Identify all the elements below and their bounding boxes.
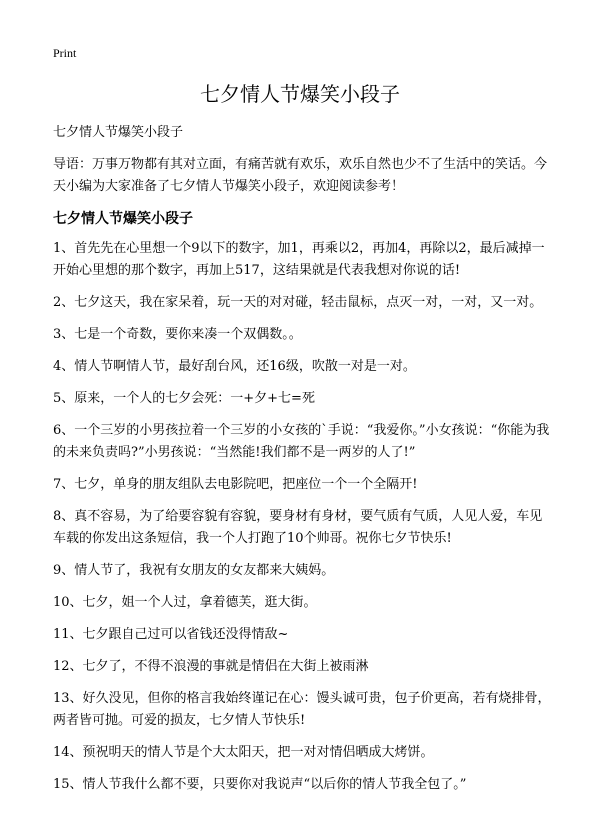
list-item: 4、情人节啊情人节，最好刮台风，还16级，吹散一对是一对。 bbox=[53, 359, 416, 374]
list-item: 1、首先先在心里想一个9以下的数字，加1，再乘以2，再加4，再除以2，最后减掉一开始心里想的那个数字，再加上517，这结果就是代表我想对你说的话! bbox=[53, 241, 545, 278]
list-item: 13、好久没见，但你的格言我始终谨记在心：馒头诚可贵，包子价更高，若有烧排骨，两者皆可抛。可爱的损友，七夕情人节快乐! bbox=[53, 691, 551, 728]
list-item: 10、七夕，姐一个人过，拿着德芙，逛大街。 bbox=[53, 595, 317, 610]
page-title: 七夕情人节爆笑小段子 bbox=[200, 82, 400, 106]
list-item: 12、七夕了，不得不浪漫的事就是情侣在大街上被雨淋 bbox=[53, 659, 369, 674]
article-body bbox=[53, 122, 553, 806]
list-item: 15、情人节我什么都不要，只要你对我说声“以后你的情人节我全包了。” bbox=[53, 777, 467, 792]
article-subtitle: 七夕情人节爆笑小段子 bbox=[53, 125, 184, 140]
list-item: 5、原来，一个人的七夕会死：一+夕+七=死 bbox=[53, 391, 315, 406]
list-item: 11、七夕跟自己过可以省钱还没得情敌~ bbox=[53, 627, 289, 642]
list-item: 7、七夕，单身的朋友组队去电影院吧，把座位一个一个全隔开! bbox=[53, 477, 418, 492]
list-item: 2、七夕这天，我在家呆着，玩一天的对对碰，轻击鼠标，点灭一对，一对，又一对。 bbox=[53, 295, 543, 310]
section-heading: 七夕情人节爆笑小段子 bbox=[53, 211, 193, 227]
print-link[interactable]: Print bbox=[53, 46, 77, 60]
list-item: 8、真不容易，为了给要容貌有容貌，要身材有身材，要气质有气质，人见人爱，车见车载的你发出这条短信，我一个人打跑了10个帅哥。祝你七夕节快乐! bbox=[53, 509, 543, 546]
list-item: 3、七是一个奇数，要你来凑一个双偶数。。 bbox=[53, 327, 302, 342]
list-item: 9、情人节了，我祝有女朋友的女友都来大姨妈。 bbox=[53, 563, 335, 578]
list-item: 6、一个三岁的小男孩拉着一个三岁的小女孩的`手说：“我爱你。”小女孩说：“你能为我的未来负责吗?”小男孩说：“当然能!我们都不是一两岁的人了!” bbox=[53, 423, 550, 460]
article-intro: 导语：万事万物都有其对立面，有痛苦就有欢乐，欢乐自然也少不了生活中的笑话。今天小编为大家准备了七夕情人节爆笑小段子，欢迎阅读参考！ bbox=[53, 157, 548, 194]
list-item: 14、预祝明天的情人节是个大太阳天，把一对对情侣晒成大烤饼。 bbox=[53, 745, 434, 760]
